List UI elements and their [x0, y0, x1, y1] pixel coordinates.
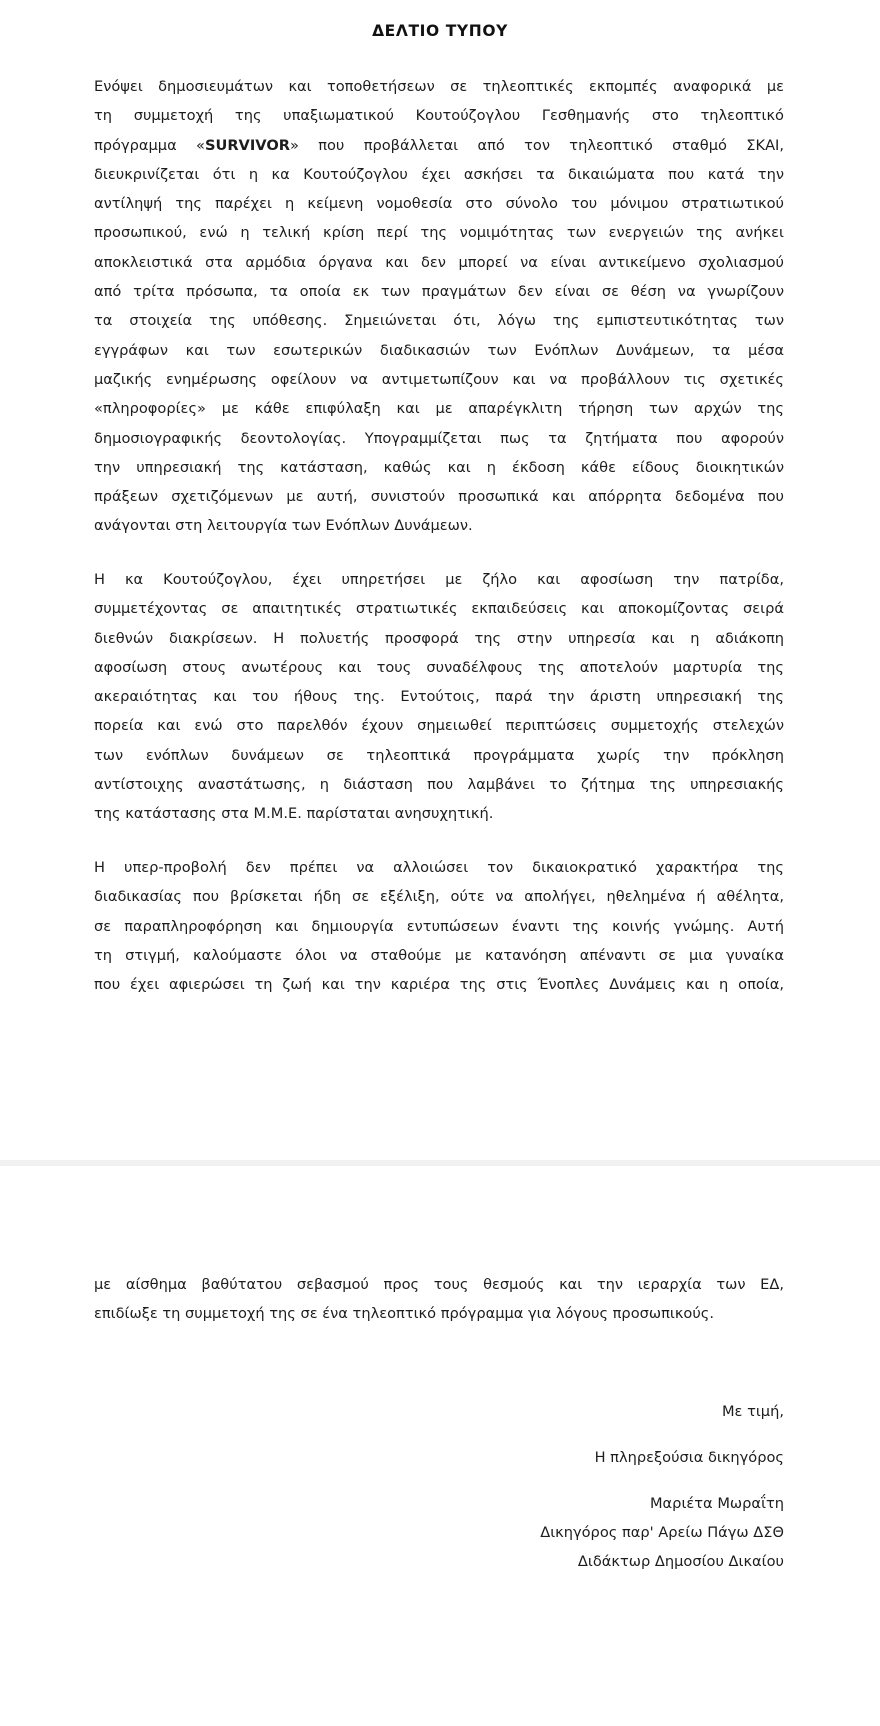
paragraph-2-line-2: συμμετέχοντας σε απαιτητικές στρατιωτικές εκπαιδεύσεις και αποκομίζοντας σειρά	[94, 600, 784, 618]
paragraph-1-line-1: Ενόψει δημοσιευμάτων και τοποθετήσεων σε τηλεοπτικές εκπομπές αναφορικά με	[94, 78, 784, 95]
paragraph-3-line-4: τη στιγμή, καλούμαστε όλοι να σταθούμε με κατανόηση απέναντι σε μια γυναίκα	[94, 946, 784, 964]
paragraph-2	[94, 565, 784, 829]
paragraph-2-line-1: Η κα Κουτούζογλου, έχει υπηρετήσει με ζήλο και αφοσίωση την πατρίδα,	[94, 571, 784, 588]
paragraph-2-line-8: αντίστοιχης αναστάτωσης, η διάσταση που λαμβάνει το ζήτημα της υπηρεσιακής	[94, 776, 784, 794]
survivor-highlight: SURVIVOR	[204, 136, 290, 154]
paragraph-4-line-1: με αίσθημα βαθύτατου σεβασμού προς τους θεσμούς και την ιεραρχία των ΕΔ,	[94, 1276, 784, 1293]
paragraph-1-line-7: αποκλειστικά στα αρμόδια όργανα και δεν μπορεί να είναι αντικείμενο σχολιασμού	[94, 253, 784, 271]
paragraph-1-line-3-end: » που προβάλλεται από τον τηλεοπτικό σταθμό ΣΚΑΙ,	[289, 136, 784, 154]
paragraph-1-line-2: τη συμμετοχή της υπαξιωματικού Κουτούζογλου Γεσθημανής στο τηλεοπτικό	[94, 107, 784, 125]
paragraph-3-line-2: διαδικασίας που βρίσκεται ήδη σε εξέλιξη, ούτε να απολήγει, ηθελημένα ή αθέλητα,	[94, 888, 784, 906]
signature-title: Δικηγόρος παρ' Αρείω Πάγω ΔΣΘ	[540, 1524, 784, 1541]
page-break	[0, 1160, 880, 1166]
paragraph-2-line-5: ακεραιότητας και του ήθους της. Εντούτοις, παρά την άριστη υπηρεσιακή της	[94, 688, 784, 706]
paragraph-4	[94, 1270, 784, 1329]
paragraph-1-line-16: ανάγονται στη λειτουργία των Ενόπλων Δυνάμεων.	[94, 517, 473, 535]
paragraph-1-line-3-start: πρόγραμμα «	[94, 136, 205, 154]
paragraph-1-line-4: διευκρινίζεται ότι η κα Κουτούζογλου έχει ασκήσει τα δικαιώματα που κατά την	[94, 165, 784, 183]
paragraph-1-line-10: εγγράφων και των εσωτερικών διαδικασιών των Ενόπλων Δυνάμεων, τα μέσα	[94, 341, 784, 359]
paragraph-1-line-14: την υπηρεσιακή της κατάσταση, καθώς και η έκδοση κάθε είδους διοικητικών	[94, 458, 784, 476]
signature-degree: Διδάκτωρ Δημοσίου Δικαίου	[577, 1553, 784, 1570]
paragraph-3-line-1: Η υπερ-προβολή δεν πρέπει να αλλοιώσει τον δικαιοκρατικό χαρακτήρα της	[94, 859, 784, 876]
paragraph-4-line-2: επιδίωξε τη συμμετοχή της σε ένα τηλεοπτικό πρόγραμμα για λόγους προσωπικούς.	[94, 1305, 714, 1323]
paragraph-3-line-5: που έχει αφιερώσει τη ζωή και την καριέρα της στις Ένοπλες Δυνάμεις και η οποία,	[94, 976, 784, 994]
paragraph-2-line-7: των ενόπλων δυνάμεων σε τηλεοπτικά προγράμματα χωρίς την πρόκληση	[94, 746, 784, 764]
paragraph-1-line-13: δημοσιογραφικής δεοντολογίας. Υπογραμμίζεται πως τα ζητήματα που αφορούν	[94, 429, 784, 447]
paragraph-1-line-12: «πληροφορίες» με κάθε επιφύλαξη και με απαρέγκλιτη τήρηση των αρχών της	[94, 400, 784, 418]
document-title: ΔΕΛΤΙΟ ΤΥΠΟΥ	[372, 22, 508, 40]
signature-role: Η πληρεξούσια δικηγόρος	[594, 1449, 784, 1466]
paragraph-1-line-8: από τρίτα πρόσωπα, τα οποία εκ των πραγμάτων δεν είναι σε θέση να γνωρίζουν	[94, 283, 784, 301]
signature-closing: Με τιμή,	[721, 1403, 784, 1420]
signature-name: Μαριέτα Μωραΐτη	[649, 1495, 784, 1512]
paragraph-1-line-6: προσωπικού, ενώ η τελική κρίση περί της νομιμότητας των ενεργειών της ανήκει	[94, 224, 784, 242]
paragraph-1-line-3	[94, 131, 784, 160]
paragraph-3	[94, 853, 784, 999]
paragraph-1-line-15: πράξεων σχετιζόμενων με αυτή, συνιστούν προσωπικά και απόρρητα δεδομένα που	[94, 488, 784, 506]
paragraph-2-line-4: αφοσίωση στους ανωτέρους και τους συναδέλφους της αποτελούν μαρτυρία της	[94, 658, 784, 676]
paragraph-1	[94, 72, 784, 541]
paragraph-2-line-3: διεθνών διακρίσεων. Η πολυετής προσφορά της στην υπηρεσία και η αδιάκοπη	[94, 629, 784, 647]
signature-block	[540, 1397, 784, 1576]
paragraph-1-line-5: αντίληψή της παρέχει η κείμενη νομοθεσία στο σύνολο του μόνιμου στρατιωτικού	[94, 195, 784, 213]
paragraph-2-line-6: πορεία και ενώ στο παρελθόν έχουν σημειωθεί περιπτώσεις συμμετοχής στελεχών	[94, 717, 784, 735]
paragraph-2-line-9: της κατάστασης στα Μ.Μ.Ε. παρίσταται ανησυχητική.	[94, 805, 494, 823]
paragraph-1-line-9: τα στοιχεία της υπόθεσης. Σημειώνεται ότι, λόγω της εμπιστευτικότητας των	[94, 312, 784, 330]
paragraph-1-line-11: μαζικής ενημέρωσης οφείλουν να αντιμετωπίζουν και να προβάλλουν τις σχετικές	[94, 370, 784, 388]
paragraph-3-line-3: σε παραπληροφόρηση και δημιουργία εντυπώσεων έναντι της κοινής γνώμης. Αυτή	[94, 917, 784, 935]
